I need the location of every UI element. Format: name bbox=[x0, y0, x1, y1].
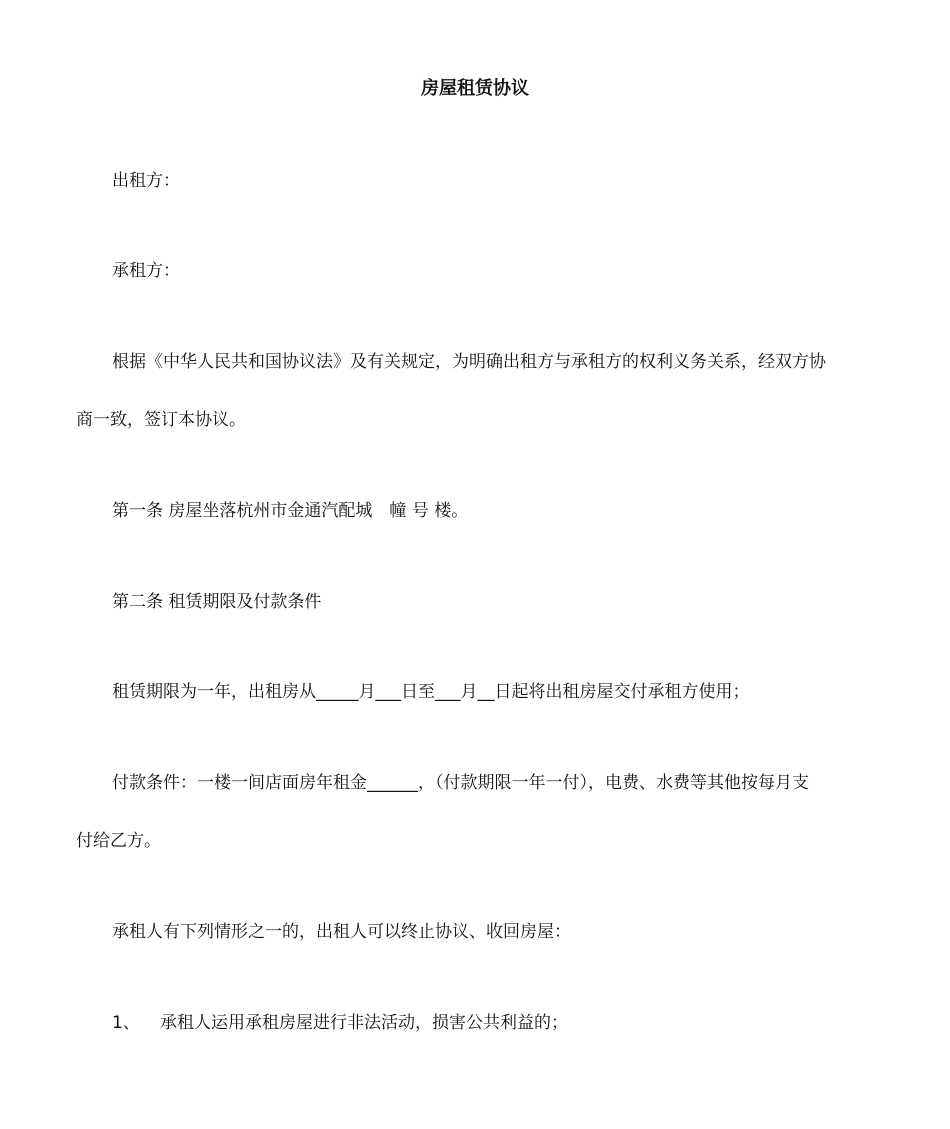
list-item-text: 承租人运用承租房屋进行非法活动，损害公共利益的； bbox=[160, 1013, 568, 1033]
lease-term: 租赁期限为一年，出租房从_____月___日至___月__日起将出租房屋交付承租方使用； bbox=[112, 682, 750, 702]
payment-line-1: 付款条件：一楼一间店面房年租金______，（付款期限一年一付），电费、水费等其他按每月支 bbox=[112, 773, 809, 793]
article-2: 第二条 租赁期限及付款条件 bbox=[112, 592, 322, 612]
lessee-line: 承租方： bbox=[112, 261, 180, 281]
preamble-line-2: 商一致，签订本协议。 bbox=[76, 410, 246, 430]
payment-line-2: 付给乙方。 bbox=[76, 831, 161, 851]
list-item-number: 1、 bbox=[112, 1013, 140, 1033]
article-1: 第一条 房屋坐落杭州市金通汽配城 幢 号 楼。 bbox=[112, 501, 469, 521]
document-title: 房屋租赁协议 bbox=[421, 78, 529, 99]
termination-clause: 承租人有下列情形之一的，出租人可以终止协议、收回房屋： bbox=[112, 922, 571, 942]
preamble-line-1: 根据《中华人民共和国协议法》及有关规定，为明确出租方与承租方的权利义务关系，经双方协 bbox=[112, 352, 826, 372]
list-item bbox=[112, 1011, 568, 1035]
lessor-line: 出租方： bbox=[112, 171, 180, 191]
